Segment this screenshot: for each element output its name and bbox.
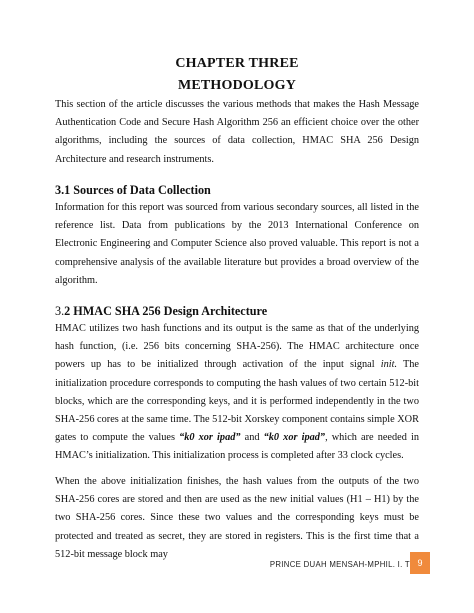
paragraph-text: , which are needed in HMAC’s initialization. This initialization process is completed after 33 clock cycles. (55, 432, 419, 462)
section-number-prefix: 3. (55, 304, 65, 318)
initialization-paragraph: When the above initialization finishes, the hash values from the outputs of the two SHA-256 cores are stored and then are used as the new initial values (H1 – H1) by the two SHA-256 cores. Since these two values and the corresponding keys must be protected and treated as secret, they are stored in registers. This is the first time that a 512-bit message block may (55, 476, 419, 560)
intro-paragraph: This section of the article discusses the various methods that makes the Hash Message Authentication Code and Secure Hash Algorithm 256 an efficient choice over the other algorithms, including the sources of data collection, HMAC SHA 256 Design Architecture and research instruments. (55, 99, 419, 165)
k0-xor-term: “k0 xor ipad” (263, 432, 326, 444)
section-heading-architecture (55, 304, 419, 319)
page-number-badge: 9 (410, 552, 430, 574)
section-heading-sources: 3.1 Sources of Data Collection (55, 183, 211, 197)
chapter-title: METHODOLOGY (177, 78, 297, 93)
paragraph-text: HMAC utilizes two hash functions and its output is the same as that of the underlying hash function, (i.e. 256 bits concerning SHA-256). The HMAC architecture once powers up has to be initialized through activation of the input signal (55, 323, 419, 371)
sources-paragraph: Information for this report was sourced from various secondary sources, all listed in the reference list. Data from publications by the 2013 International Conference on Electronic Engineering and Computer Science also proved valuable. This report is not a comprehensive analysis of the available literature but provides a broad overview of the algorithm. (55, 202, 419, 286)
k0-ipad-term: “k0 xor ipad” (179, 432, 241, 444)
section-heading-text: 2 HMAC SHA 256 Design Architecture (64, 304, 268, 318)
architecture-paragraph (55, 320, 419, 466)
footer-author: PRINCE DUAH MENSAH-MPHIL. I. T (269, 560, 410, 569)
init-signal-term: init. (380, 359, 398, 371)
chapter-label: CHAPTER THREE (175, 56, 299, 71)
paragraph-text: and (240, 432, 264, 444)
paragraph-text: The initialization procedure corresponds to computing the hash values of two certain 512-bit blocks, which are the corresponding keys, and it is performed independently in the two SHA-256 cores at the same time. The 512-bit Xorskey component contains simple XOR gates to compute the values (55, 359, 419, 444)
